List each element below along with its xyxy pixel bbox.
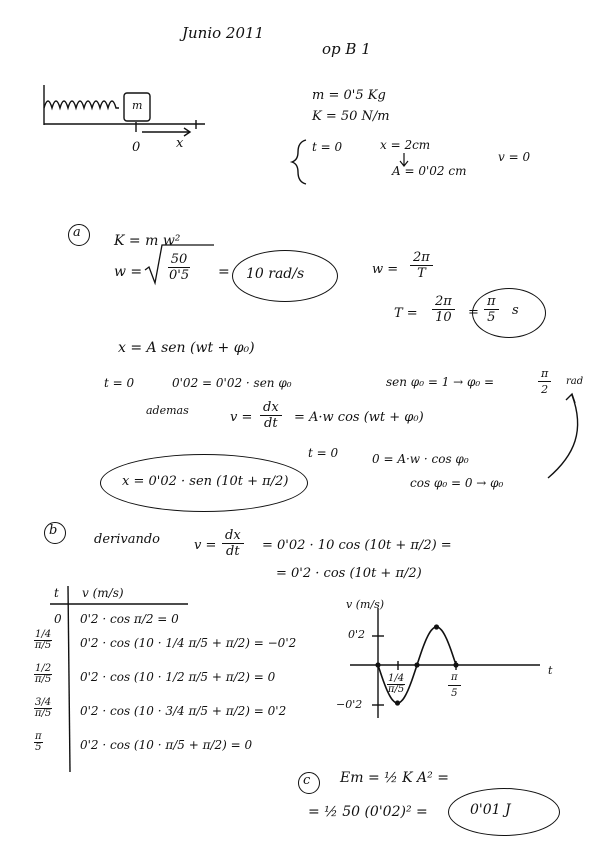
phi-unit: rad	[566, 376, 584, 387]
part-b-v-fraction	[222, 528, 244, 559]
phi-num: π	[538, 366, 551, 382]
graph-x-tick-num: π	[448, 670, 461, 686]
t0-equation: 0'02 = 0'02 · sen φ₀	[172, 376, 292, 390]
derivando-label: derivando	[94, 532, 161, 547]
period-omega-num: 2π	[410, 250, 433, 266]
phi-fraction	[538, 366, 551, 397]
part-b-v-num: dx	[222, 528, 244, 544]
part-b-line1: = 0'02 · 10 cos (10t + π/2) =	[262, 538, 452, 553]
ademas-label: ademas	[146, 404, 189, 417]
table-row-t-bot: π/5	[34, 708, 52, 719]
table-row-v: 0'2 · cos (10 · 1/2 π/5 + π/2) = 0	[80, 670, 276, 684]
table-row-t	[34, 698, 52, 719]
period-T-den: 10	[435, 310, 452, 325]
velocity-point	[414, 662, 419, 667]
graph-y-top-label: 0'2	[348, 628, 366, 641]
velocity-num: dx	[260, 400, 282, 416]
period-omega-fraction	[410, 250, 433, 281]
table-divider	[68, 586, 70, 772]
graph-x-tick-label	[448, 670, 461, 701]
sen-phi: sen φ₀ = 1 → φ₀ =	[386, 375, 495, 389]
part-b-line2: = 0'2 · cos (10t + π/2)	[276, 566, 422, 581]
brace	[292, 140, 306, 184]
phi-den: 2	[541, 383, 549, 396]
table-header-v: v (m/s)	[82, 586, 124, 600]
graph-small-tick-bot: π/5	[387, 684, 405, 695]
omega-num: 50	[168, 252, 191, 268]
period-omega-lhs: w =	[372, 262, 399, 277]
part-c-label: c	[303, 773, 311, 788]
velocity-den: dt	[264, 416, 278, 431]
zero-equation: 0 = A·w · cos φ₀	[372, 452, 469, 466]
part-b-label: b	[49, 523, 58, 538]
omega-eq: =	[218, 264, 230, 280]
phi-arrow-up	[548, 395, 578, 478]
final-equation: x = 0'02 · sen (10t + π/2)	[122, 474, 289, 489]
period-omega-den: T	[417, 266, 426, 281]
table-row-t-bot: 5	[35, 742, 42, 753]
graph-y-bot-label: −0'2	[336, 698, 363, 711]
period-unit: s	[512, 303, 519, 318]
given-mass: m = 0'5 Kg	[312, 88, 386, 103]
energy-line2: = ½ 50 (0'02)² =	[308, 804, 428, 820]
velocity-rhs: = A·w cos (wt + φ₀)	[294, 410, 424, 425]
omega-fraction	[166, 252, 192, 283]
table-row-t: 0	[54, 612, 62, 626]
period-T-fraction	[432, 294, 455, 325]
given-amplitude: A = 0'02 cm	[392, 164, 467, 178]
graph-y-label: v (m/s)	[346, 598, 385, 611]
omega-den: 0'5	[169, 268, 190, 283]
table-row-t-top: 1/4	[35, 629, 52, 640]
table-row-t	[34, 732, 43, 753]
graph-small-tick-label	[387, 674, 405, 695]
graph-x-tick-den: 5	[451, 688, 458, 699]
mass-label: m	[132, 99, 143, 112]
header-date: Junio 2011	[182, 24, 265, 42]
table-row-t-top: 3/4	[35, 697, 52, 708]
part-a-label: a	[73, 225, 81, 240]
table-row-v: 0'2 · cos (10 · π/5 + π/2) = 0	[80, 738, 253, 752]
table-row-t	[34, 630, 52, 651]
given-t0: t = 0	[312, 140, 343, 154]
given-v0: v = 0	[498, 150, 531, 164]
table-row-t-bot: π/5	[34, 674, 52, 685]
cos-phi: cos φ₀ = 0 → φ₀	[410, 476, 504, 490]
velocity-point	[375, 662, 380, 667]
given-x0: x = 2cm	[380, 138, 431, 152]
table-row-v: 0'2 · cos (10 · 3/4 π/5 + π/2) = 0'2	[80, 704, 287, 718]
part-b-v-den: dt	[226, 544, 240, 559]
header-option: op B 1	[322, 40, 371, 58]
omega-result: 10 rad/s	[246, 266, 305, 282]
period-T-eq: =	[468, 305, 479, 320]
table-row-t-top: π	[35, 731, 42, 742]
spring-diagram	[44, 85, 205, 136]
energy-line1: Em = ½ K A² =	[340, 770, 449, 786]
period-T-lhs: T =	[394, 306, 418, 321]
omega-lhs: w =	[114, 264, 143, 280]
velocity-point	[434, 624, 439, 629]
period-result-den: 5	[487, 310, 496, 325]
table-header-t: t	[54, 586, 59, 600]
table-row-t-top: 1/2	[35, 663, 52, 674]
period-result-fraction	[484, 294, 499, 325]
t0-second: t = 0	[308, 446, 339, 460]
part-b-v-lhs: v =	[194, 538, 217, 553]
velocity-fraction	[260, 400, 282, 431]
given-spring-constant: K = 50 N/m	[312, 109, 390, 124]
velocity-point	[453, 662, 458, 667]
t0-label: t = 0	[104, 376, 135, 390]
table-row-v: 0'2 · cos (10 · 1/4 π/5 + π/2) = −0'2	[80, 636, 297, 650]
graph-x-label: t	[548, 664, 553, 677]
graph-small-tick-top: 1/4	[388, 673, 405, 684]
x-equation: x = A sen (wt + φ₀)	[118, 340, 255, 356]
period-result-num: π	[484, 294, 499, 310]
velocity-lhs: v =	[230, 410, 253, 425]
k-formula: K = m w²	[114, 233, 181, 249]
energy-result: 0'01 J	[470, 802, 511, 818]
origin-label: 0	[132, 140, 141, 155]
table-row-t	[34, 664, 52, 685]
x-axis-label: x	[176, 136, 184, 151]
velocity-point	[395, 700, 400, 705]
table-row-t-bot: π/5	[34, 640, 52, 651]
period-T-num: 2π	[432, 294, 455, 310]
table-row-v: 0'2 · cos π/2 = 0	[80, 612, 179, 626]
